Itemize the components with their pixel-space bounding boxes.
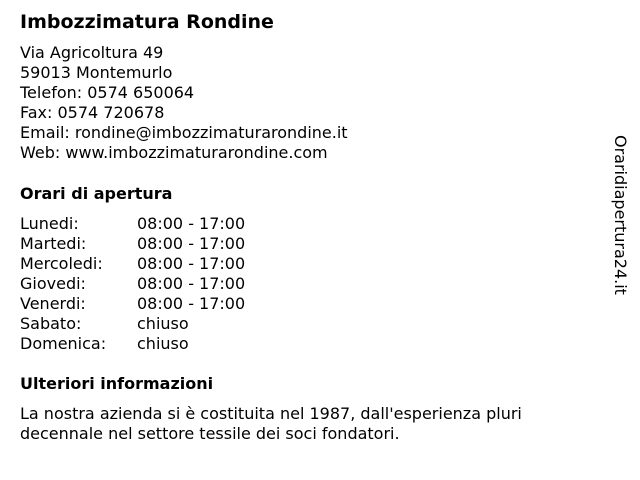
day-hours: chiuso [137, 314, 189, 333]
site-brand-vertical: Oraridiapertura24.it [611, 135, 630, 295]
day-label: Sabato: [20, 314, 82, 333]
day-label: Martedi: [20, 234, 87, 253]
day-label: Giovedi: [20, 274, 86, 293]
address-city: 59013 Montemurlo [20, 63, 173, 82]
day-hours: 08:00 - 17:00 [137, 294, 246, 313]
day-hours: chiuso [137, 334, 189, 353]
day-hours: 08:00 - 17:00 [137, 234, 246, 253]
hours-row [20, 254, 245, 274]
opening-hours-heading: Orari di apertura [20, 184, 173, 203]
hours-row [20, 214, 245, 234]
web-line: Web: www.imbozzimaturarondine.com [20, 143, 328, 162]
day-label: Domenica: [20, 334, 107, 353]
hours-row [20, 314, 245, 334]
hours-row [20, 334, 245, 354]
day-label: Venerdi: [20, 294, 86, 313]
business-name: Imbozzimatura Rondine [20, 11, 274, 33]
opening-hours-table [20, 214, 245, 354]
email-line: Email: rondine@imbozzimaturarondine.it [20, 123, 348, 142]
hours-row [20, 274, 245, 294]
day-hours: 08:00 - 17:00 [137, 254, 246, 273]
hours-row [20, 294, 245, 314]
fax-line: Fax: 0574 720678 [20, 103, 165, 122]
further-info-text: La nostra azienda si è costituita nel 1987, dall'esperienza pluri decennale nel settore tessile dei soci fondatori. [20, 404, 522, 443]
day-label: Mercoledi: [20, 254, 103, 273]
day-label: Lunedi: [20, 214, 79, 233]
hours-row [20, 234, 245, 254]
contact-block [20, 43, 348, 163]
day-hours: 08:00 - 17:00 [137, 214, 246, 233]
phone-line: Telefon: 0574 650064 [20, 83, 195, 102]
day-hours: 08:00 - 17:00 [137, 274, 246, 293]
further-info-heading: Ulteriori informazioni [20, 374, 214, 393]
address-street: Via Agricoltura 49 [20, 43, 164, 62]
